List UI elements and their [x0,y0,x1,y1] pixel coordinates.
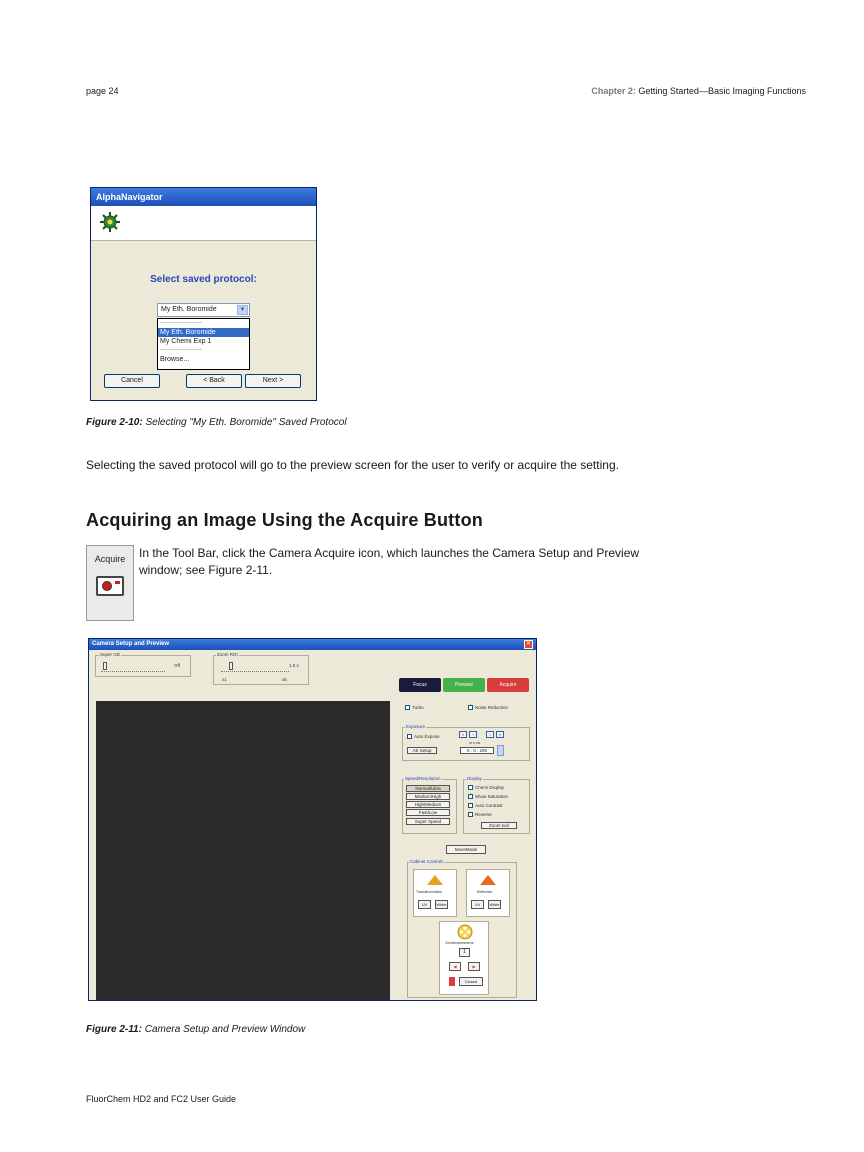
acquire-icon-label: Acquire [94,554,126,564]
chapter-header [591,86,806,96]
reflective-panel [466,869,510,917]
door-closed-button[interactable]: Closed [459,977,483,986]
move-mode-button[interactable]: MoveMode [446,845,486,854]
camera-acquire-icon [86,545,134,621]
arrow-right-icon[interactable]: ▶ [468,962,480,971]
auto-contrast-label: Auto Contrast [475,803,503,808]
figure-number: Figure 2-10: [86,417,143,428]
dropdown-separator: ------------------------------------ [160,320,202,326]
filter-position-display: 1 [459,948,470,957]
zoom-roi-group [213,655,309,685]
page-footer: FluorChem HD2 and FC2 User Guide [86,1094,237,1104]
turbo-label: Turbo [412,705,424,710]
acquire-button[interactable]: Acquire [487,678,529,692]
zoom-min: x1 [222,677,227,682]
camera-setup-window [88,638,537,1001]
window-titlebar: Camera Setup and Preview [89,639,536,650]
reflective-uv-button[interactable]: UV [471,900,484,909]
reflective-label: Reflective [477,890,493,894]
super-od-slider[interactable] [103,662,107,670]
super-od-label: Super OD [100,652,121,657]
noise-reduction-label: Noise Reduction [475,705,509,710]
exposure-forward-button[interactable]: › [486,731,494,738]
zoom-tool-button[interactable]: Zoom tool [481,822,517,829]
dialog-titlebar: AlphaNavigator [91,188,316,206]
paragraph-line: window; see Figure 2-11. [139,563,273,577]
auto-expose-checkbox[interactable] [407,734,412,739]
trans-white-button[interactable]: White [436,902,447,907]
page-number: page 24 [86,86,119,96]
chevron-down-icon[interactable]: ▼ [237,305,248,315]
exposure-back-button[interactable]: ‹ [469,731,477,738]
chemiluminescence-panel [439,921,489,995]
figure-2-10-caption [86,417,347,428]
paragraph-line: In the Tool Bar, click the Camera Acquire icon, which launches the Camera Setup and Preview [139,546,640,560]
close-icon[interactable]: ✕ [525,641,532,647]
transillumination-icon [427,875,443,885]
exposure-fast-forward-button[interactable]: » [496,731,504,738]
noise-reduction-checkbox[interactable] [468,705,473,710]
protocol-dropdown-list [157,318,250,370]
speed-option-medium-high[interactable]: Medium/High [406,793,450,800]
preview-area[interactable] [96,701,390,1000]
dialog-banner [91,206,316,241]
figure-caption-text: Selecting "My Eth. Boromide" Saved Protocol [145,417,347,428]
figure-2-11-caption [86,1024,305,1035]
exposure-label: Exposure [406,724,426,729]
paragraph-acquire [139,545,639,579]
dropdown-option-chemi-exp[interactable]: My Chemi Exp 1 [160,338,212,345]
transillumination-panel [413,869,457,917]
speed-option-high-medium[interactable]: High/Medium [406,801,450,808]
speed-option-normal-ultra[interactable]: Normal/Ultra [406,785,450,792]
reverse-label: Reverse [475,812,492,817]
exposure-fast-back-button[interactable]: « [459,731,467,738]
zoom-roi-label: Zoom ROI [217,652,238,657]
navigator-gear-icon [99,211,121,233]
reflective-white-button[interactable]: White [489,902,500,907]
speed-option-super-speed[interactable]: Super Speed [406,818,450,825]
alphanavigator-dialog [90,187,317,401]
figure-caption-text: Camera Setup and Preview Window [144,1024,306,1035]
door-icon [449,977,455,986]
chapter-title: Getting Started—Basic Imaging Functions [638,86,806,96]
arrow-left-icon[interactable]: ◀ [449,962,461,971]
protocol-select[interactable] [157,303,250,317]
paragraph-saved-protocol: Selecting the saved protocol will go to the preview screen for the user to verify or acquire the setting. [86,458,619,472]
transillumination-label: Transillumination [416,890,443,894]
figure-number: Figure 2-11: [86,1024,142,1035]
chemiluminescence-label: Chemiluminescence [445,941,474,945]
cabinet-controls-label: Cabinet Controls [410,859,444,864]
auto-expose-label: Auto Expose [414,734,440,739]
dropdown-option-browse[interactable]: Browse... [160,356,190,363]
next-button[interactable]: Next > [245,374,301,388]
protocol-select-value: My Eth. Boromide [161,306,217,313]
exposure-units: m s ms [469,741,481,745]
exposure-time-field[interactable]: 0 : 0 : 200 [460,747,494,754]
focus-button[interactable]: Focus [399,678,441,692]
zoom-value: 1.0 x [289,663,299,668]
ae-setup-button[interactable]: AE Setup [407,747,437,754]
back-button[interactable]: < Back [186,374,242,388]
speed-resolution-label: Speed/Resolution [405,776,441,781]
zoom-roi-slider[interactable] [229,662,233,670]
chapter-label: Chapter 2: [591,86,636,96]
zoom-max: x5 [282,677,287,682]
speed-option-fast-low[interactable]: Fast/Low [406,809,450,816]
show-saturation-label: Show Saturation [475,794,509,799]
chemi-display-label: Chemi Display [475,785,505,790]
select-protocol-prompt: Select saved protocol: [150,274,257,285]
section-heading: Acquiring an Image Using the Acquire Button [86,510,483,530]
dropdown-option-eth-boromide[interactable]: My Eth. Boromide [158,328,249,337]
camera-icon [96,576,124,596]
reverse-checkbox[interactable] [468,812,473,817]
reflective-icon [480,875,496,885]
trans-uv-button[interactable]: UV [418,900,431,909]
show-saturation-checkbox[interactable] [468,794,473,799]
preview-button[interactable]: Preview [443,678,485,692]
dropdown-separator: ------------------------------------ [160,347,202,353]
turbo-checkbox[interactable] [405,705,410,710]
chemi-display-checkbox[interactable] [468,785,473,790]
filter-wheel-icon [457,924,473,940]
auto-contrast-checkbox[interactable] [468,803,473,808]
cancel-button[interactable]: Cancel [104,374,160,388]
exposure-spinner[interactable] [497,745,504,756]
display-label: Display [467,776,482,781]
super-od-value: Off [174,663,180,668]
